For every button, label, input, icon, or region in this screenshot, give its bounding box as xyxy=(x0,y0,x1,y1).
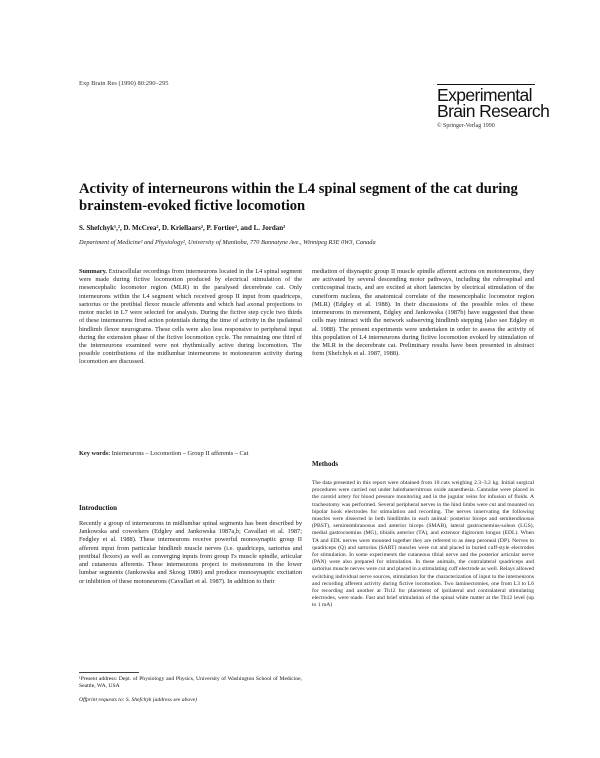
offprint-request: Offprint requests to: S. Shefchyk (address see above) xyxy=(79,697,197,703)
journal-citation: Exp Brain Res (1990) 80:290–295 xyxy=(79,80,169,87)
footnote-address: ¹Present address: Dept. of Physiology and Physics, University of Washington School of Medicine, Seattle, WA, USA xyxy=(79,676,302,690)
intro-continued-text: mediation of disynaptic group II muscle spindle afferent actions on motoneurons, they are activated by several descending motor pathways, including the rubrospinal and corticospinal tracts, and are excited at short latencies by electrical stimulation of the cuneiform nucleus, the anatomical correlate of the mesencephalic locomotor region (MLR) (Edgley et al. 1988). In their discussions of the possible roles of these interneurons in movement, Edgley and Jankowska (1987b) have suggested that these cells may interact with the network subserving hindlimb stepping (also see Edgley et al. 1988). The present experiments were undertaken in order to assess the activity of this population of L4 interneurons during fictive locomotion evoked by stimulation of the MLR in the decerebrate cat. Preliminary results have been presented in abstract form (Shefchyk et al. 1987, 1988). xyxy=(312,268,534,358)
keywords-text: Interneurons – Locomotion – Group II afferents – Cat xyxy=(111,450,249,457)
methods-paragraph xyxy=(312,480,534,610)
publisher-copyright: © Springer-Verlag 1990 xyxy=(437,123,495,129)
summary-text: Extracellular recordings from interneurons located in the L4 spinal segment were made during fictive locomotion produced by electrical stimulation of the mesencephalic locomotor region (MLR) in the paralysed decerebrate cat. Only interneurons within the L4 segment which received group II input from quadriceps, sartorius or the pretibial flexor muscle afferents and which had axonal projections to motor nuclei in L7 were selected for analysis. During the fictive step cycle two thirds of these interneurons fired action potentials during the time of activity in the ipsilateral hindlimb flexor neurograms. These cells were also less responsive to peripheral input during the extension phase of the fictive locomotion cycle. The remaining one third of the interneurons examined were not rhythmically active during locomotion. The possible contributions of the midlumbar interneurons to motoneuron activity during locomotion are discussed. xyxy=(79,268,303,366)
journal-logo xyxy=(437,84,557,129)
journal-name-line2: Brain Research xyxy=(437,101,550,121)
methods-text: The data presented in this report were obtained from 10 cats weighing 2.3–3.2 kg. Initial surgical procedures were carried out under halothane/nitrous oxide anaesthesia. Cannulae were placed in the carotid artery for blood pressure monitoring and in the jugular veins for infusion of fluids. A tracheotomy was performed. Several peripheral nerves in the hind limbs were cut and mounted on bipolar hook electrodes for stimulation and recording. The nerves innervating the following muscles were dissected in both hindlimbs in each animal: posterior biceps and semitendinosus (PBST), semimembranosus and anterior biceps (SMAB), lateral gastrocnemius-soleus (LGS), medial gastrocnemius (MG), tibialis anterior (TA), and extensor digitorum longus (EDL). When TA and EDL nerves were mounted together they are referred to as deep peroneal (DP). Nerves to quadriceps (Q) and sartorius (SART) muscles were cut and placed in buried cuff-style electrodes for stimulation. In some experiments the cutaneous tibial nerve and the posterior articular nerve (PAN) were also prepared for stimulation. In these animals, the contralateral quadriceps and sartorius muscle nerves were cut and placed in a stimulating cuff electrode as well. Relays allowed switching individual nerve sources, stimulation for the characterization of input to the interneurons and recording afferent activity during fictive locomotion. Two laminectomies, one from L3 to L6 for recording and another at Th12 for placement of ipsilateral and contralateral stimulating electrodes, were made. Fast and brief stimulation of the spinal white matter at the Th12 level (up to 1 mA) xyxy=(312,480,534,609)
keywords-label: Key words: xyxy=(79,450,111,457)
introduction-text: Recently a group of interneurons in midlumbar spinal segments has been described by Jankowska and coworkers (Edgley and Jankowska 1987a,b; Cavallari et al. 1987; Fedgley et al. 1988). These interneurons receive powerful monosynaptic group II afferent input from particular hindlimb muscle nerves (i.e. quadriceps, sartorius and pretibial flexors) as well as converging inputs from group I's muscle spindle, articular and cutaneous afferents. These interneurons project to motoneurons in the lower lumbar segments (Jankowska and Skoog 1986) and produce monosynaptic excitation or inhibition of these motoneurons (Cavallari et al. 1987). In addition to their xyxy=(79,520,302,585)
methods-heading: Methods xyxy=(312,460,339,468)
keywords xyxy=(79,450,302,458)
summary-label: Summary. xyxy=(79,268,108,275)
intro-continued-paragraph xyxy=(312,268,534,358)
article-title: Activity of interneurons within the L4 spinal segment of the cat during brainstem-evoked fictive locomotion xyxy=(79,181,518,214)
introduction-paragraph xyxy=(79,520,302,586)
article-authors: S. Shefchyk¹,², D. McCrea², D. Kriellaars², P. Fortier², and L. Jordan² xyxy=(79,224,286,232)
footnote-divider xyxy=(79,672,139,673)
introduction-heading: Introduction xyxy=(79,504,117,512)
journal-name-line1: Experimental xyxy=(437,85,532,105)
summary-paragraph xyxy=(79,268,302,367)
author-affiliation: Department of Medicine² and Physiology², University of Manitoba, 770 Bannatyne Ave., Winnipeg R3E 0W3, Canada xyxy=(79,239,376,246)
